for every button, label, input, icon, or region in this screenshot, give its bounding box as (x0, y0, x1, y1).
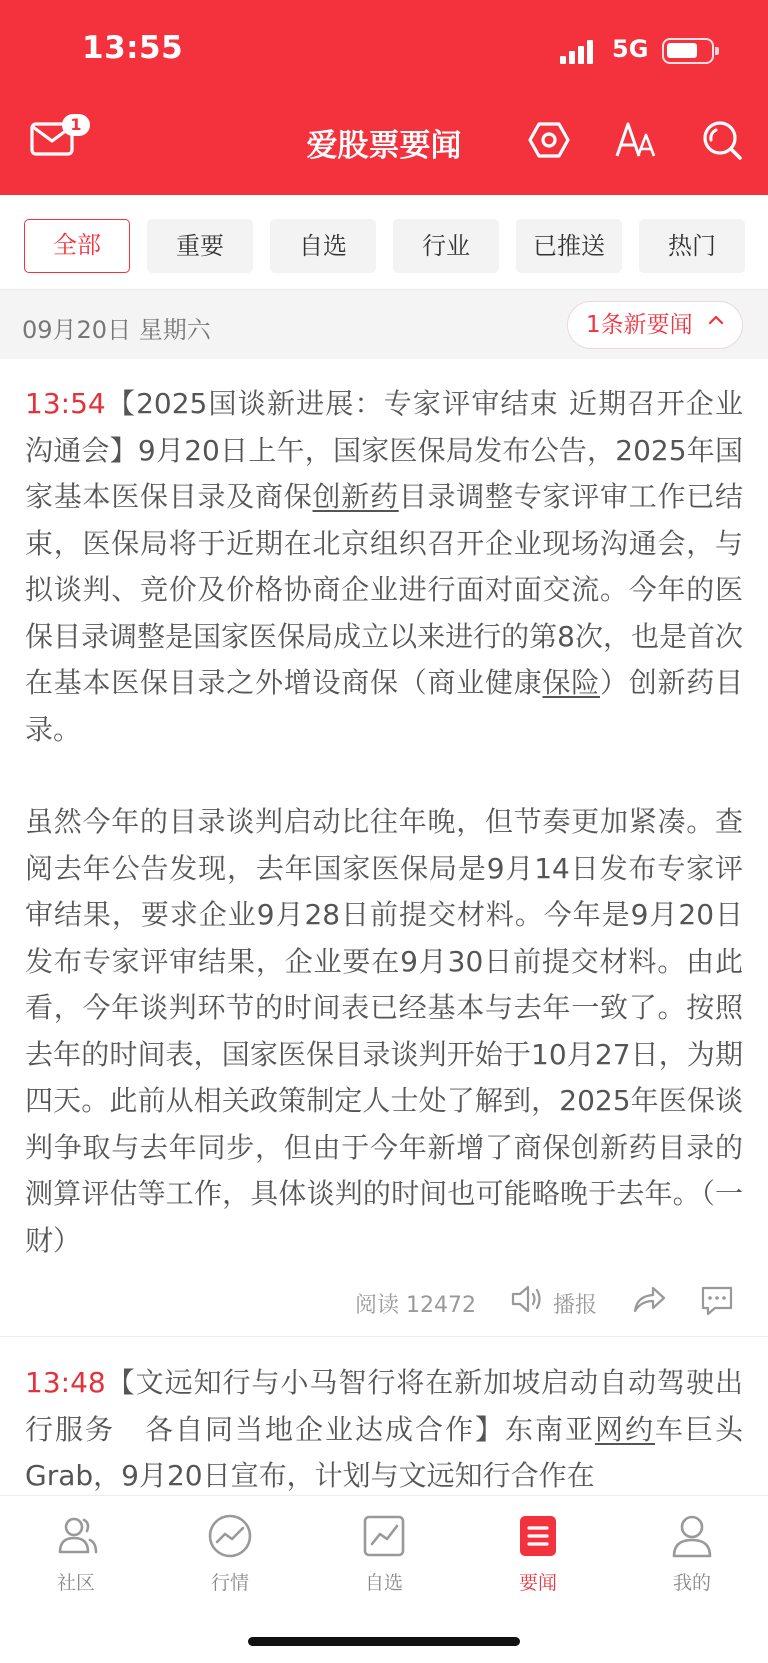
nav-watchlist[interactable] (334, 1512, 434, 1595)
search-icon[interactable] (700, 118, 744, 162)
status-time: 13:55 (82, 30, 184, 66)
nav-label: 行情 (210, 1572, 249, 1594)
news-body: 东南亚 (504, 1412, 595, 1446)
bottom-navigation (0, 1495, 768, 1663)
network-type: 5G (612, 35, 649, 63)
keyword-link[interactable]: 创新药 (312, 480, 399, 513)
tab-all[interactable]: 全部 (24, 219, 130, 273)
settings-hexagon-icon[interactable] (527, 118, 571, 162)
date-label: 09月20日 星期六 (22, 316, 211, 344)
news-item[interactable] (0, 1346, 768, 1495)
divider (0, 1336, 768, 1346)
news-headline: 【文远知行与小马智行将在新加坡启动自动驾驶出行服务 各自同当地企业达成合作】 (25, 1366, 743, 1446)
top-header (0, 0, 768, 195)
news-paragraph (25, 381, 743, 753)
nav-label: 我的 (672, 1572, 711, 1594)
news-body: 9月20日上午，国家医保局发布公告，2025年国家基本医保目录及商保 (25, 433, 743, 513)
watchlist-icon (360, 1512, 408, 1560)
news-paragraph: 虽然今年的目录谈判启动比往年晚，但节奏更加紧凑。查阅去年公告发现，去年国家医保局是9月14日发布专家评审结果，要求企业9月28日前提交材料。今年是9月20日发布专家评审结果，企业要在9月30日前提交材料。由此看，今年谈判环节的时间表已经基本与去年一致了。按照去年的时间表，国家医保目录谈判开始于10月27日，为期四天。此前从相关政策制定人士处了解到，2025年医保谈判争取与去年同步，但由于今年新增了商保创新药目录的测算评估等工作，具体谈判的时间也可能略晚于去年。（一财） (25, 805, 743, 1257)
category-tabs (0, 195, 768, 289)
signal-icon (560, 40, 600, 64)
keyword-link[interactable]: 保险 (542, 666, 600, 699)
tab-important[interactable]: 重要 (147, 219, 253, 273)
chevron-up-icon (708, 312, 724, 328)
news-feed[interactable] (0, 359, 768, 1495)
tab-hot[interactable]: 热门 (639, 219, 745, 273)
community-icon (52, 1512, 100, 1560)
share-icon[interactable] (631, 1284, 667, 1314)
battery-icon (662, 38, 714, 64)
font-size-icon[interactable] (614, 118, 658, 162)
news-body: ）创新药目录。 (25, 666, 743, 746)
news-meta (25, 1274, 743, 1336)
nav-community[interactable] (26, 1512, 126, 1595)
new-news-button[interactable] (567, 301, 743, 349)
market-icon (206, 1512, 254, 1560)
date-bar (0, 289, 768, 359)
nav-news[interactable] (488, 1512, 588, 1595)
page-title: 爱股票要闻 (306, 128, 462, 164)
profile-icon (668, 1512, 716, 1560)
broadcast-button[interactable]: 播报 (553, 1293, 598, 1318)
tab-pushed[interactable]: 已推送 (516, 219, 622, 273)
comment-icon[interactable] (699, 1284, 735, 1316)
nav-profile[interactable] (642, 1512, 742, 1595)
news-body: 目录调整专家评审工作已结束，医保局将于近期在北京组织召开企业现场沟通会，与拟谈判、竞价及价格协商企业进行面对面交流。今年的医保目录调整是国家医保局成立以来进行的第8次，也是首次在基本医保目录之外增设商保（商业健康 (25, 480, 743, 699)
nav-label: 社区 (56, 1572, 95, 1594)
news-paragraph (25, 1360, 743, 1495)
news-headline: 【2025国谈新进展：专家评审结束 近期召开企业沟通会】 (25, 387, 743, 467)
news-icon (514, 1512, 562, 1560)
tab-watchlist[interactable]: 自选 (270, 219, 376, 273)
read-count: 阅读 12472 (355, 1293, 476, 1318)
home-indicator[interactable] (248, 1637, 520, 1646)
speaker-icon[interactable] (509, 1282, 545, 1316)
nav-label: 要闻 (518, 1572, 557, 1594)
news-item[interactable] (0, 359, 768, 1336)
news-time: 13:54 (25, 387, 106, 420)
nav-label: 自选 (364, 1572, 403, 1594)
nav-market[interactable] (180, 1512, 280, 1595)
news-time: 13:48 (25, 1366, 106, 1399)
tab-industry[interactable]: 行业 (393, 219, 499, 273)
news-body: 车巨头Grab，9月20日宣布，计划与文远知行合作在 (25, 1412, 743, 1492)
new-news-label: 1条新要闻 (586, 312, 693, 338)
mail-badge: 1 (62, 114, 90, 136)
keyword-link[interactable]: 网约 (594, 1412, 655, 1446)
